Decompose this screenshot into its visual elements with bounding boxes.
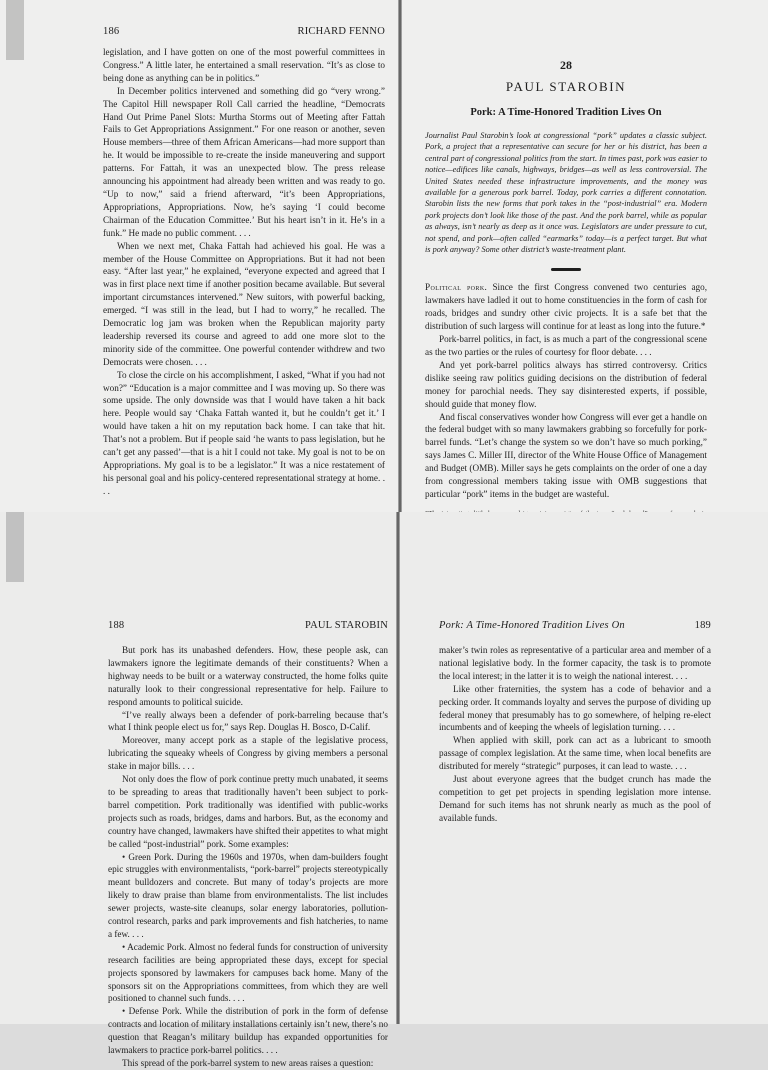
chapter-title: Pork: A Time-Honored Tradition Lives On	[470, 107, 662, 118]
section-rule	[551, 268, 581, 271]
paragraph: Moreover, many accept pork as a staple of the legislative process, lubricating the squeaky wheels of Congress by giving members a personal stake in major bills. . . .	[108, 735, 388, 772]
running-head: RICHARD FENNO	[297, 26, 385, 37]
paragraph: This spread of the pork-barrel system to new areas raises a question:	[122, 1058, 374, 1068]
spread-bottom	[0, 512, 768, 1068]
running-head: PAUL STAROBIN	[305, 620, 388, 631]
chapter-author: PAUL STAROBIN	[505, 79, 627, 94]
page-number: 186	[103, 26, 120, 37]
paragraph: In December politics intervened and something did go “very wrong.” The Capitol Hill newspaper Roll Call carried the headline, “Democrats Hand Out Prime Panel Slots: Murtha Storms out of Meeting after Fattah Fails to Get Appropriations Assignment.” For one reason or another, seven House members—three of them African Americans—had more support than he. It would be impossible to re-create the inside maneuvering and support patterns. For Fattah, it was an unexpected blow. The press release announcing his appointment had already been written and was ready to go. “Up to now,” said a friend afterward, “it’s been Appropriations, Appropriations, Appropriations. Now, he’s saying ‘I could become Chairman of the Education Committee.’ But his heart isn’t in it. He’s in a funk.” He made no public comment. . . .	[103, 85, 385, 238]
spread-top	[0, 0, 768, 512]
running-head: Pork: A Time-Honored Tradition Lives On	[439, 620, 625, 631]
chapter-intro: Journalist Paul Starobin’s look at congressional “pork” updates a classic subject. Pork, a project that a representative can secure for her or his district, has been a central part of congressional politics from the start. In times past, pork was easier to notice—edifices like canals, highways, bridges—as well as less controversial. The United States needed these infrastructure improvements, and the money was available for a generous pork barrel. Today, pork carries a different connotation. Starobin lists the new forms that pork takes in the “post-industrial” era. Modern pork projects don’t look like those of the past. And the pork barrel, while as popular as always, isn’t nearly as deep as it once was. Legislators are under pressure to cut, not spend, and pork—often called “earmarks” today—is a perfect target. But what is pork anyway? Some other district’s waste-treatment plant.	[425, 131, 707, 255]
scan-edge-mark	[6, 0, 24, 60]
paragraph: When we next met, Chaka Fattah had achieved his goal. He was a member of the House Committee on Appropriations. But it had not been easy. “After last year,” he explained, “everyone expected and agreed that I was in first place next time if another position became available. But several important circumstances intervened.” New suitors, with powerful backing, emerged. “I was still in the lead, but I had to worry,” he recalled. The Democratic log jam was broken when the Republican majority party leadership reversed its course and agreed to add one more slot to the minority side of the committee. One powerful contender withdrew and two Democrats were chosen. . . .	[103, 240, 385, 367]
body-text	[425, 281, 707, 500]
paragraph: legislation, and I have gotten on one of the most powerful committees in Congress.” A little later, he entertained a small reservation. “It’s as close to being done as anything can be in politics.”	[103, 47, 385, 83]
body-text	[103, 46, 385, 498]
page-number: 189	[694, 620, 711, 631]
paragraph: • Defense Pork. While the distribution of pork in the form of defense contracts and location of military installations certainly isn’t new, there’s no question that Reagan’s military buildup has expanded opportunities for lawmakers to practice pork-barrel politics. . . .	[108, 1006, 388, 1056]
page-number: 188	[108, 620, 125, 631]
paragraph: And fiscal conservatives wonder how Congress will ever get a handle on the federal budget with so many lawmakers grabbing so forcefully for pork-barrel funds. “Let’s change the system so we don’t have so much porking,” says James C. Miller III, director of the White House Office of Management and Budget (OMB). Miller says he gets complaints on the order of one a day from congressional members taking issue with OMB suggestions that particular “pork” items in the budget are wasteful.	[425, 411, 707, 499]
paragraph: maker’s twin roles as representative of a particular area and member of a national legislative body. In the former capacity, the task is to promote the local interest; in the latter it is to weigh the national interest. . . .	[439, 645, 711, 681]
paragraph: To close the circle on his accomplishment, I asked, “What if you had not won?” “Education is a major committee and I was moving up. So there was some upside. The only downside was that I would have taken a hit back here. People would say ‘Chaka Fattah wanted it, but he couldn’t get it.’ I would have taken a hit on my reputation back home. I can take that hit. That’s not a problem. But if people said ‘he wants to pass legislation, but he can’t get any passed’—that is a hit I could not take. My goal is not to be on Appropriations. My goal is to be a legislator.” It was a nice restatement of his personal goal and his policy-centered representational strategy at home. . . .	[103, 369, 385, 496]
lead-in: Political pork.	[425, 282, 488, 293]
paragraph: Just about everyone agrees that the budget crunch has made the competition to get pet projects in spending legislation more intense. Demand for such items has not shrunk nearly as much as the pool of available funds.	[439, 774, 711, 823]
paragraph: Like other fraternities, the system has a code of behavior and a pecking order. It commands loyalty and serves the purpose of dividing up federal money that presumably has to go somewhere, of helping re-elect incumbents and of keeping the wheels of legislation turning. . . .	[439, 683, 711, 733]
paragraph: “I’ve really always been a defender of pork-barreling because that’s what I think people elect us for,” says Rep. Douglas H. Bosco, D-Calif.	[108, 709, 388, 733]
book-gutter	[398, 0, 402, 512]
page-189	[425, 512, 711, 1024]
paragraph: Not only does the flow of pork continue pretty much unabated, it seems to be spreading to areas that traditionally haven’t been subject to pork-barrel competition. Pork traditionally was identified with public-works projects such as roads, bridges, dams and harbors. But, as the economy and country have changed, lawmakers have shifted their appetites to what might be called “post-industrial” pork. Some examples:	[108, 774, 388, 849]
body-text	[108, 644, 388, 1070]
page-186	[103, 0, 385, 512]
paragraph: • Academic Pork. Almost no federal funds for construction of university research facilities are being appropriated these days, except for special projects sponsored by lawmakers for campuses back home. Many of the sponsors sit on the Appropriations committees, from which they are well positioned to channel such funds. . . .	[108, 941, 388, 1004]
paragraph: Since the first Congress convened two centuries ago, lawmakers have ladled it out to home constituencies in the form of cash for roads, bridges and sundry other civic projects. It is a safe bet that the distribution of such largess will continue for at least as long into the future.*	[425, 282, 708, 332]
paragraph: But pork has its unabashed defenders. How, these people ask, can lawmakers ignore the legitimate demands of their constituents? When a highway needs to be built or a waterway constructed, the home folks quite naturally look to their congressional representative for help. Failure to respond amounts to political suicide.	[108, 645, 388, 707]
paragraph: • Green Pork. During the 1960s and 1970s, when dam-builders fought epic struggles with environmentalists, “pork-barrel” projects stereotypically meant bulldozers and concrete. But many of today’s projects are more likely to draw praise than blame from environmentalists. The list includes sewer projects, waste-site cleanups, solar energy laboratories, pollution-control research, parks and park improvements and fish hatcheries, to name a few. . . .	[108, 851, 388, 939]
paragraph: Pork-barrel politics, in fact, is as much a part of the congressional scene as the two parties or the rules of courtesy for floor debate. . . .	[425, 334, 707, 357]
body-text	[439, 644, 711, 825]
chapter-number: 28	[560, 58, 572, 72]
paragraph: And yet pork-barrel politics always has stirred controversy. Critics dislike seeing raw politics guiding decisions on the distribution of federal money for parochial needs. They say disinterested experts, if possible, should guide that money flow.	[425, 359, 707, 409]
book-gutter	[396, 512, 400, 1024]
page-187	[425, 0, 707, 512]
scan-edge-mark	[6, 512, 24, 582]
page-188	[108, 512, 388, 1068]
paragraph: When applied with skill, pork can act as a lubricant to smooth passage of complex legislation. At the same time, when local benefits are distributed for merely “strategic” purposes, it can lead to waste. . . .	[439, 735, 711, 772]
